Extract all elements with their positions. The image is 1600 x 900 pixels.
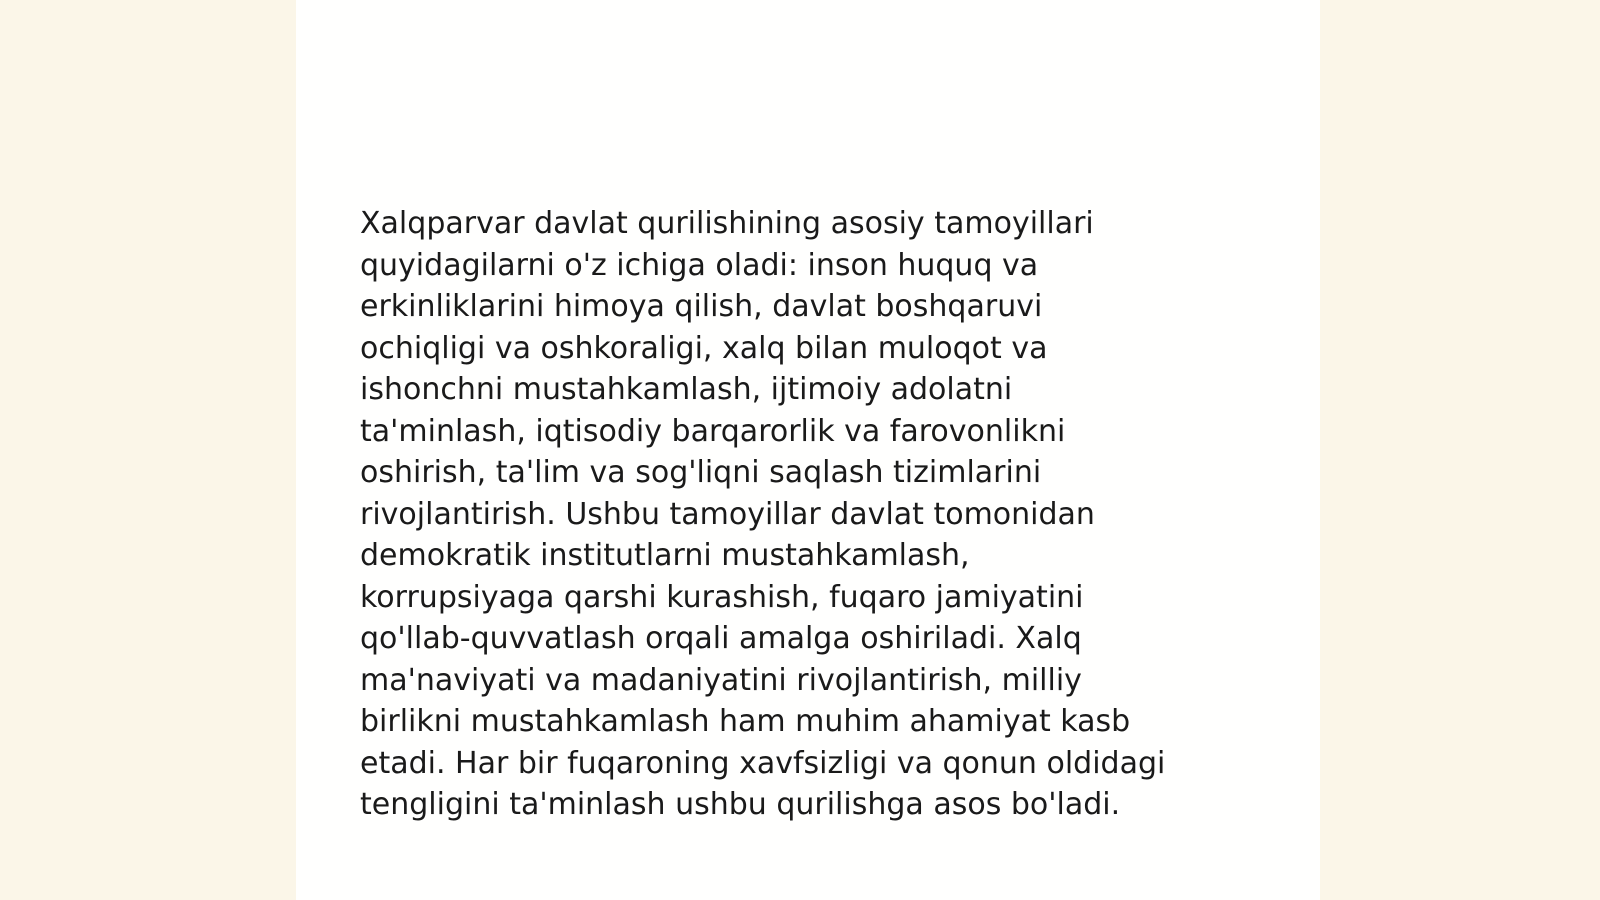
paragraph-line: ta'minlash, iqtisodiy barqarorlik va farovonlikni bbox=[360, 413, 1066, 449]
paragraph-line: ishonchni mustahkamlash, ijtimoiy adolatni bbox=[360, 372, 1013, 407]
paragraph-line: ochiqligi va oshkoraligi, xalq bilan muloqot va bbox=[360, 330, 1048, 366]
paragraph-line: erkinliklarini himoya qilish, davlat boshqaruvi bbox=[360, 289, 1043, 324]
paragraph-line: qo'llab-quvvatlash orqali amalga oshiriladi. Xalq bbox=[360, 621, 1082, 656]
paragraph-line: tengligini ta'minlash ushbu qurilishga asos bo'ladi. bbox=[360, 787, 1121, 822]
paragraph-line: Xalqparvar davlat qurilishining asosiy tamoyillari bbox=[360, 206, 1094, 241]
paragraph-line: demokratik institutlarni mustahkamlash, bbox=[360, 538, 970, 573]
body-paragraph bbox=[360, 203, 1280, 826]
paragraph-line: birlikni mustahkamlash ham muhim ahamiyat kasb bbox=[360, 704, 1131, 739]
paragraph-line: ma'naviyati va madaniyatini rivojlantirish, milliy bbox=[360, 662, 1082, 698]
paragraph-line: etadi. Har bir fuqaroning xavfsizligi va qonun oldidagi bbox=[360, 745, 1166, 781]
paragraph-line: quyidagilarni o'z ichiga oladi: inson huquq va bbox=[360, 247, 1039, 283]
paragraph-line: korrupsiyaga qarshi kurashish, fuqaro jamiyatini bbox=[360, 579, 1084, 615]
paragraph-line: rivojlantirish. Ushbu tamoyillar davlat tomonidan bbox=[360, 496, 1095, 532]
paragraph-line: oshirish, ta'lim va sog'liqni saqlash tizimlarini bbox=[360, 455, 1042, 490]
document-page bbox=[296, 0, 1320, 900]
